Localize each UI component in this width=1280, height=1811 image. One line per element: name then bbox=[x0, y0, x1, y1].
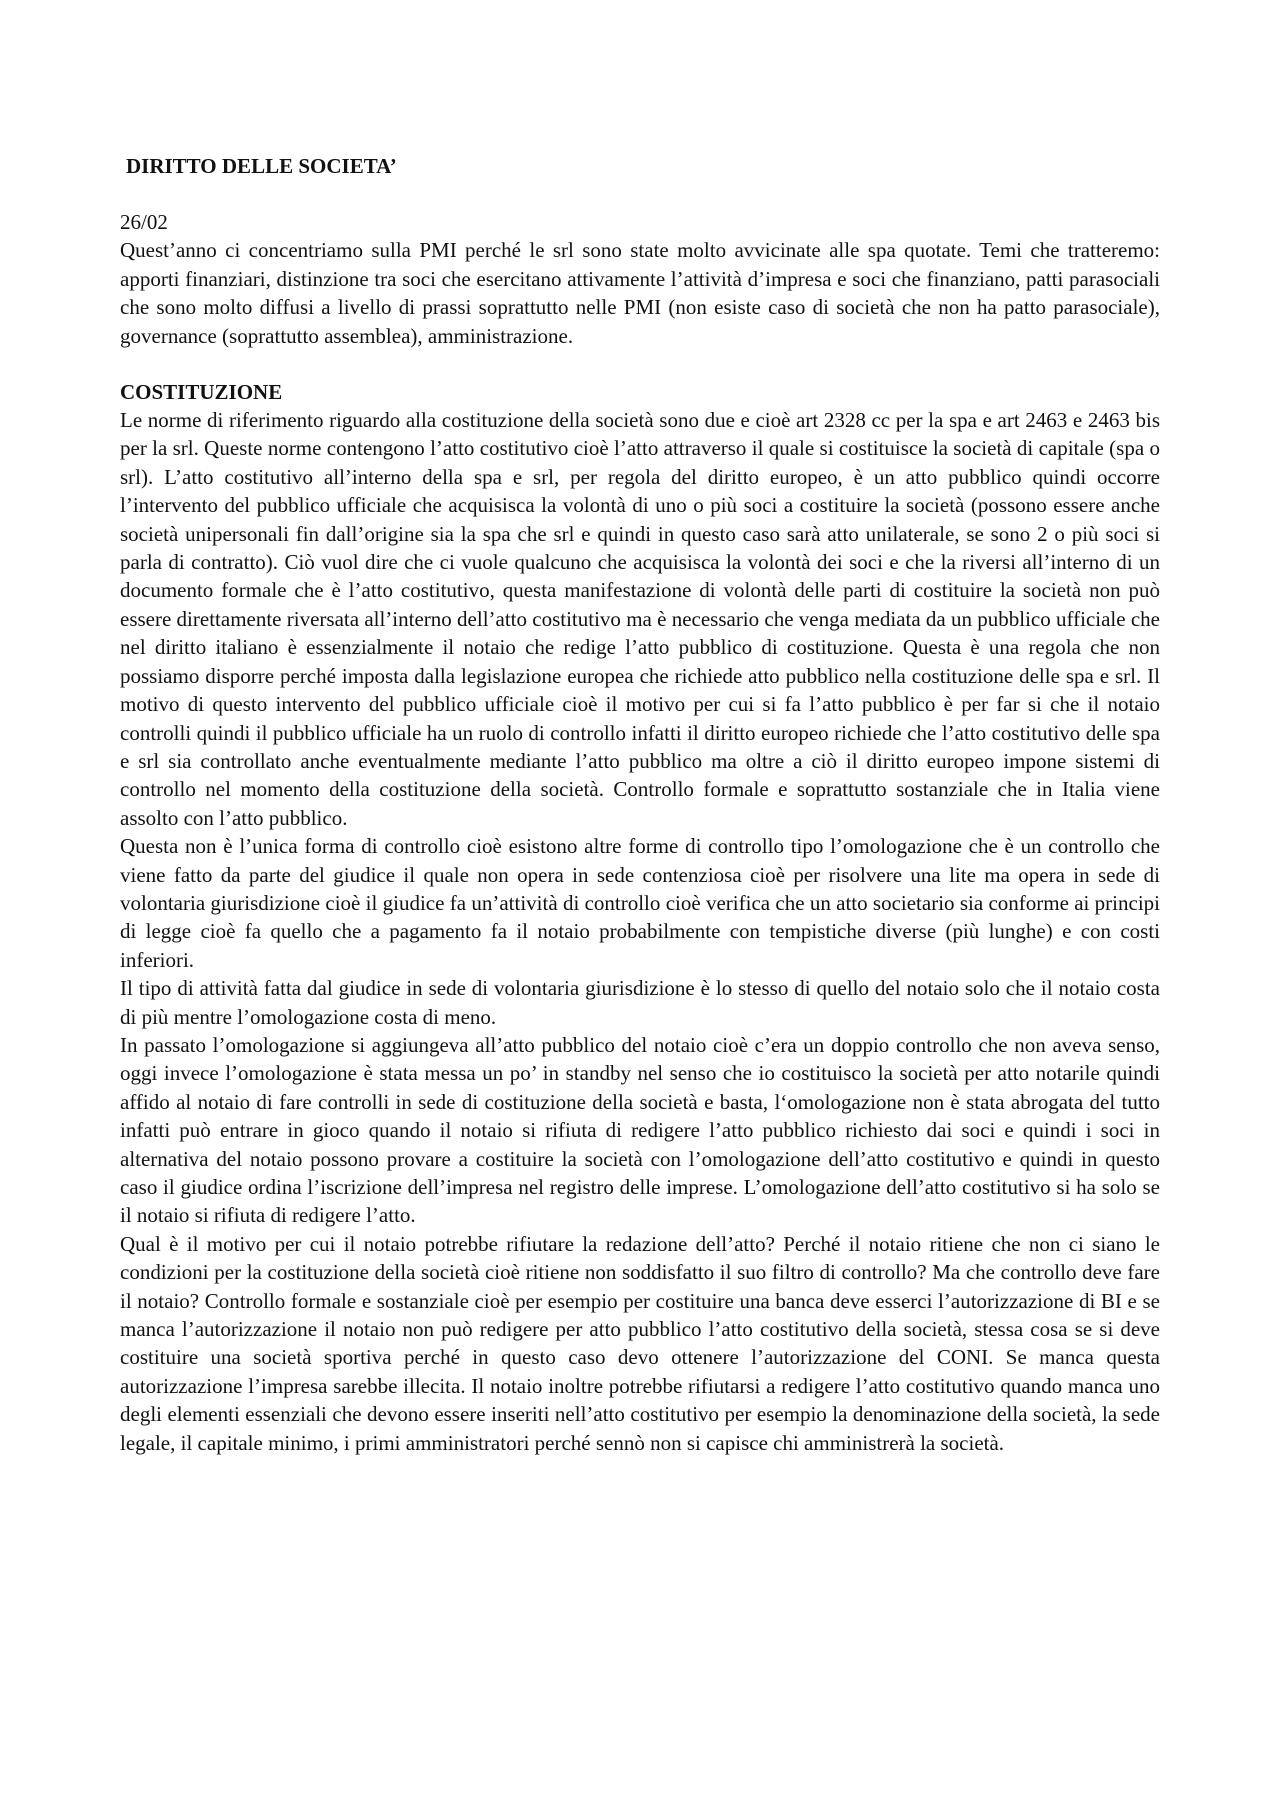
lecture-date: 26/02 bbox=[120, 210, 168, 234]
section-heading: COSTITUZIONE bbox=[120, 380, 283, 405]
section-paragraph-5: Qual è il motivo per cui il notaio potrebbe rifiutare la redazione dell’atto? Perché il notaio ritiene che non ci siano le condizioni per la costituzione della società cioè ritiene non soddisfatto il suo filtro di controllo? Ma che controllo deve fare il notaio? Controllo formale e sostanziale cioè per esempio per costituire una banca deve esserci l’autorizzazione di BI e se manca l’autorizzazione il notaio non può redigere per atto pubblico l’atto costitutivo della società, stessa cosa se si deve costituire una società sportiva perché in questo caso devo ottenere l’autorizzazione del CONI. Se manca questa autorizzazione l’impresa sarebbe illecita. Il notaio inoltre potrebbe rifiutarsi a redigere l’atto costitutivo quando manca uno degli elementi essenziali che devono essere inseriti nell’atto costitutivo per esempio la denominazione della società, la sede legale, il capitale minimo, i primi amministratori perché sennò non si capisce chi amministrerà la società. bbox=[120, 1231, 1160, 1455]
intro-paragraph: Quest’anno ci concentriamo sulla PMI perché le srl sono state molto avvicinate alle spa quotate. Temi che tratteremo: apporti finanziari, distinzione tra soci che esercitano attivamente l’attività d’impresa e soci che finanziano, patti parasociali che sono molto diffusi a livello di prassi soprattutto nelle PMI (non esiste caso di società che non ha patto parasociale), governance (soprattutto assemblea), amministrazione. bbox=[120, 238, 1160, 348]
section-paragraph-1: Le norme di riferimento riguardo alla costituzione della società sono due e cioè art 2328 cc per la spa e art 2463 e 2463 bis per la srl. Queste norme contengono l’atto costitutivo cioè l’atto attraverso il quale si costituisce la società di capitale (spa o srl). L’atto costitutivo all’interno della spa e srl, per regola del diritto europeo, è un atto pubblico quindi occorre l’intervento del pubblico ufficiale che acquisisca la volontà di uno o più soci a costituire la società (possono essere anche società unipersonali fin dall’origine sia la spa che srl e quindi in questo caso sarà atto unilaterale, se sono 2 o più soci si parla di contratto). Ciò vuol dire che ci vuole qualcuno che acquisisca la volontà dei soci e che la riversi all’interno di un documento formale che è l’atto costitutivo, questa manifestazione di volontà delle parti di costituire la società non può essere direttamente riversata all’interno dell’atto costitutivo ma è necessario che venga mediata da un pubblico ufficiale che nel diritto italiano è essenzialmente il notaio che redige l’atto pubblico di costituzione. Questa è una regola che non possiamo disporre perché imposta dalla legislazione europea che richiede atto pubblico nella costituzione delle spa e srl. Il motivo di questo intervento del pubblico ufficiale cioè il motivo per cui si fa l’atto pubblico è per far si che il notaio controlli quindi il pubblico ufficiale ha un ruolo di controllo infatti il diritto europeo richiede che l’atto costitutivo delle spa e srl sia controllato anche eventualmente mediante l’atto pubblico ma oltre a ciò il diritto europeo impone sistemi di controllo nel momento della costituzione della società. Controllo formale e soprattutto sostanziale che in Italia viene assolto con l’atto pubblico. bbox=[120, 408, 1160, 830]
document-body bbox=[120, 152, 1160, 1457]
section-paragraph-3: Il tipo di attività fatta dal giudice in sede di volontaria giurisdizione è lo stesso di quello del notaio solo che il notaio costa di più mentre l’omologazione costa di meno. bbox=[120, 976, 1160, 1029]
section-paragraph-2: Questa non è l’unica forma di controllo cioè esistono altre forme di controllo tipo l’omologazione che è un controllo che viene fatto da parte del giudice il quale non opera in sede contenziosa cioè per risolvere una lite ma opera in sede di volontaria giurisdizione cioè il giudice fa un’attività di controllo cioè verifica che un atto societario sia conforme ai principi di legge cioè fa quello che a pagamento fa il notaio probabilmente con tempistiche diverse (più lunghe) e con costi inferiori. bbox=[120, 834, 1160, 972]
section-paragraph-4: In passato l’omologazione si aggiungeva all’atto pubblico del notaio cioè c’era un doppio controllo che non aveva senso, oggi invece l’omologazione è stata messa un po’ in standby nel senso che io costituisco la società per atto notarile quindi affido al notaio di fare controlli in sede di costituzione della società e basta, l‘omologazione non è stata abrogata del tutto infatti può entrare in gioco quando il notaio si rifiuta di redigere l’atto pubblico richiesto dai soci e quindi i soci in alternativa del notaio possono provare a costituire la società con l’omologazione dell’atto costitutivo e quindi in questo caso il giudice ordina l’iscrizione dell’impresa nel registro delle imprese. L’omologazione dell’atto costitutivo si ha solo se il notaio si rifiuta di redigere l’atto. bbox=[120, 1032, 1160, 1228]
document-title: DIRITTO DELLE SOCIETA’ bbox=[126, 154, 397, 178]
